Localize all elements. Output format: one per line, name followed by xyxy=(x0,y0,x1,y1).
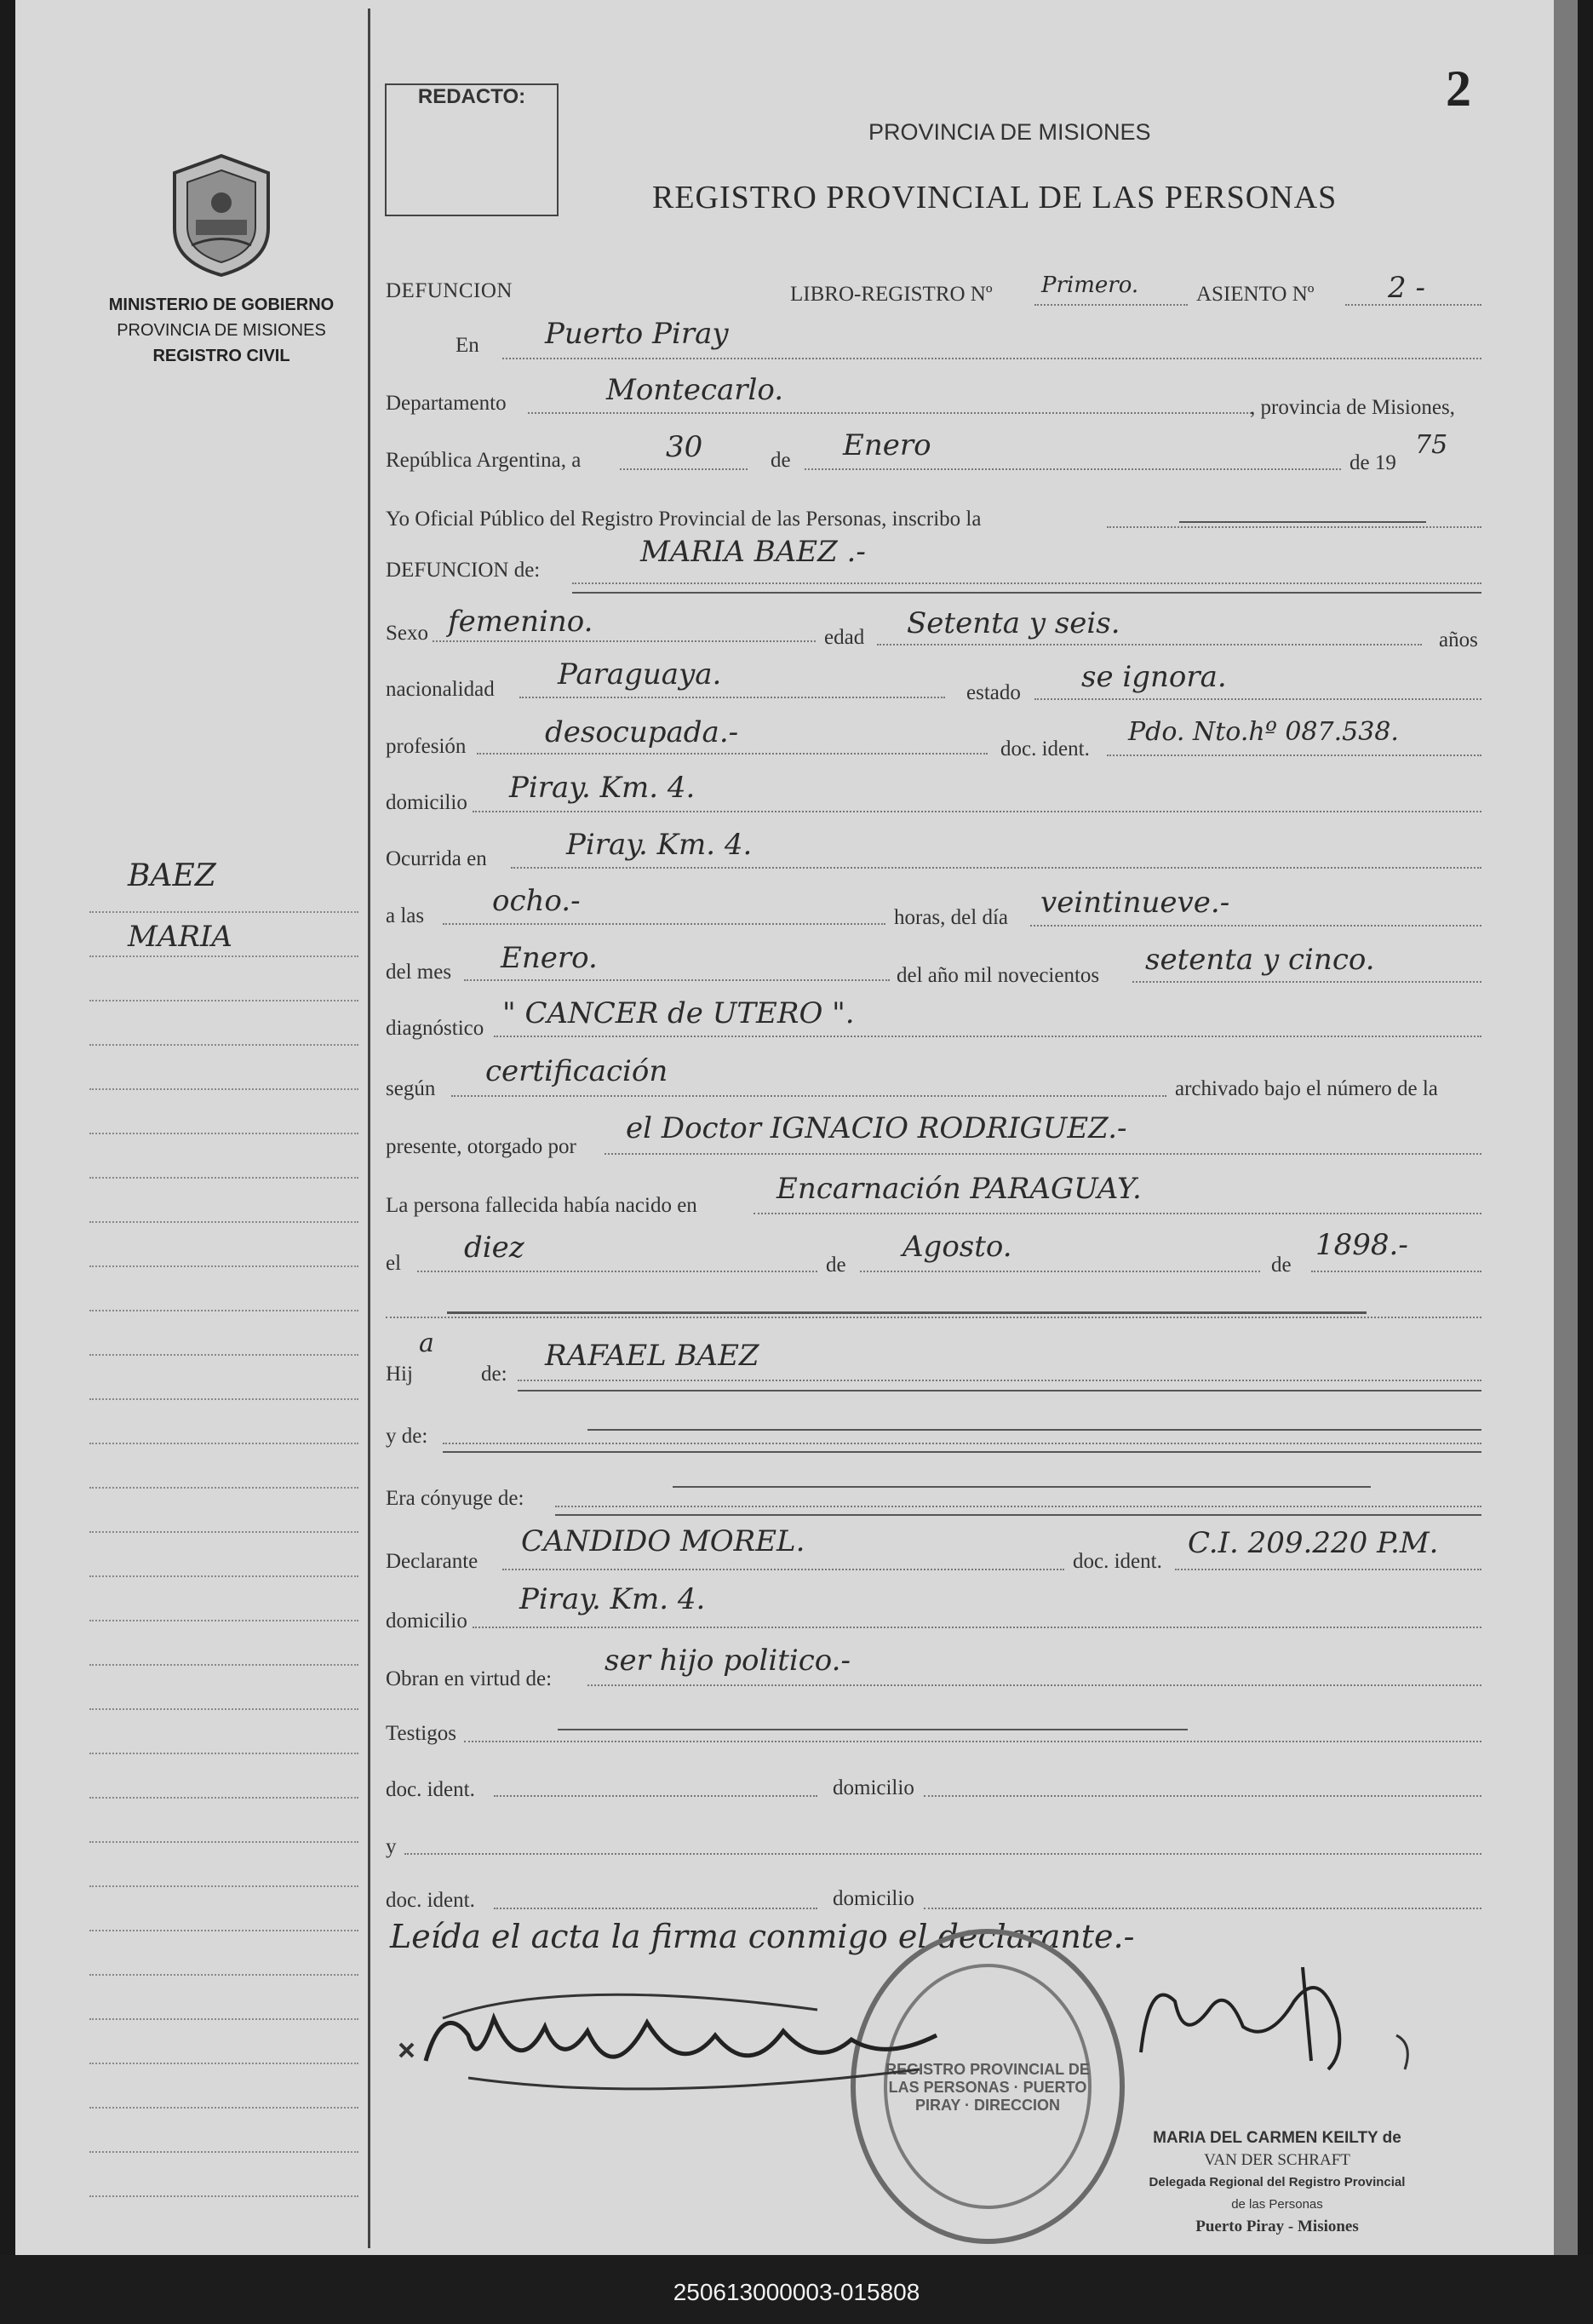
ministry-crest-icon xyxy=(166,152,277,279)
asiento-label: ASIENTO Nº xyxy=(1196,283,1315,306)
signature-line1: MARIA DEL CARMEN KEILTY de xyxy=(1153,2129,1401,2147)
delmes-label: del mes xyxy=(386,961,452,984)
domicilio2-label: domicilio xyxy=(386,1610,467,1633)
margin-ruled-line xyxy=(89,1664,358,1666)
de3-label: de xyxy=(1271,1254,1292,1277)
de2-label: de xyxy=(826,1254,846,1277)
page-number: 2 xyxy=(1446,60,1471,117)
anio-value: 75 xyxy=(1415,430,1448,460)
margin-ruled-line xyxy=(89,1885,358,1887)
domicilio3-label: domicilio xyxy=(833,1776,914,1799)
provincia-label: , provincia de Misiones, xyxy=(1250,396,1455,419)
margin-ruled-line xyxy=(89,2018,358,2020)
anio-mil-value: setenta y cinco. xyxy=(1145,943,1375,977)
official-signature-icon xyxy=(1124,1950,1447,2078)
margin-ruled-line xyxy=(89,1443,358,1444)
declarante-label: Declarante xyxy=(386,1550,478,1573)
nacionalidad-value: Paraguaya. xyxy=(558,657,722,691)
obran-value: ser hijo politico.- xyxy=(605,1644,851,1678)
y-label: y xyxy=(386,1835,397,1858)
margin-ruled-line xyxy=(89,1310,358,1311)
signature-line5: Puerto Piray - Misiones xyxy=(1195,2218,1359,2235)
de-label: de xyxy=(771,449,791,472)
padre-value: RAFAEL BAEZ xyxy=(545,1339,759,1373)
margin-ruled-line xyxy=(89,1000,358,1001)
margin-ruled-line xyxy=(89,1841,358,1843)
mes2-value: Agosto. xyxy=(903,1230,1012,1264)
ministry-line3: REGISTRO CIVIL xyxy=(152,347,290,365)
defuncion-de-value: MARIA BAEZ .- xyxy=(640,535,866,569)
province-heading: PROVINCIA DE MISIONES xyxy=(868,119,1151,145)
doc-ident2-label: doc. ident. xyxy=(1073,1550,1162,1573)
anios-label: años xyxy=(1439,628,1478,651)
testigos-label: Testigos xyxy=(386,1722,456,1745)
hij-de-label: de: xyxy=(481,1363,507,1386)
image-id: 250613000003-015808 xyxy=(673,2279,920,2305)
doc-ident2-value: C.I. 209.220 P.M. xyxy=(1188,1526,1439,1560)
doc-ident4-label: doc. ident. xyxy=(386,1889,475,1912)
republica-label: República Argentina, a xyxy=(386,449,582,472)
margin-divider xyxy=(368,9,370,2248)
departamento-value: Montecarlo. xyxy=(606,373,784,407)
margin-ruled-line xyxy=(89,1487,358,1489)
margin-ruled-line xyxy=(89,1620,358,1621)
doc-ident3-label: doc. ident. xyxy=(386,1778,475,1801)
mes-value: Enero xyxy=(843,428,931,462)
domicilio4-label: domicilio xyxy=(833,1887,914,1910)
margin-ruled-line xyxy=(89,1974,358,1976)
margin-ruled-line xyxy=(89,1177,358,1179)
nacido-value: Encarnación PARAGUAY. xyxy=(776,1172,1142,1206)
closing-text: Leída el acta la firma conmigo el declarante.- xyxy=(390,1918,1135,1955)
diagnostico-label: diagnóstico xyxy=(386,1017,484,1040)
doc-ident-value: Pdo. Nto.hº 087.538. xyxy=(1128,717,1399,747)
ocurrida-value: Piray. Km. 4. xyxy=(566,828,753,862)
margin-ruled-line xyxy=(89,1044,358,1046)
obran-label: Obran en virtud de: xyxy=(386,1667,553,1690)
presente-label: presente, otorgado por xyxy=(386,1135,576,1158)
de19-label: de 19 xyxy=(1349,451,1396,474)
ministry-line1: MINISTERIO DE GOBIERNO xyxy=(108,296,335,314)
book-binding xyxy=(1554,0,1578,2255)
estado-value: se ignora. xyxy=(1081,660,1227,694)
segun-value: certificación xyxy=(485,1054,668,1088)
ministry-line2: PROVINCIA DE MISIONES xyxy=(117,321,326,340)
margin-ruled-line xyxy=(89,1708,358,1710)
domicilio2-value: Piray. Km. 4. xyxy=(519,1582,706,1616)
alas-label: a las xyxy=(386,904,425,927)
edad-label: edad xyxy=(824,626,865,649)
horas-value: veintinueve.- xyxy=(1040,886,1230,920)
sexo-label: Sexo xyxy=(386,622,428,645)
margin-ruled-line xyxy=(89,1797,358,1799)
margin-ruled-line xyxy=(89,2063,358,2064)
hij-value: a xyxy=(419,1328,434,1358)
nacido-label: La persona fallecida había nacido en xyxy=(386,1194,697,1217)
margin-ruled-line xyxy=(89,1221,358,1223)
margin-ruled-line xyxy=(89,1265,358,1267)
margin-ruled-line xyxy=(89,2151,358,2153)
declarant-signature-icon xyxy=(392,1984,988,2103)
margin-ruled-line xyxy=(89,1753,358,1754)
yde-label: y de: xyxy=(386,1425,428,1448)
departamento-label: Departamento xyxy=(386,392,507,415)
margin-ruled-line xyxy=(89,1398,358,1400)
seal-text: REGISTRO PROVINCIAL DE LAS PERSONAS · PUERTO PIRAY · DIRECCION xyxy=(885,2061,1090,2114)
anio-mil-label: del año mil novecientos xyxy=(897,964,1100,987)
margin-ruled-line xyxy=(89,2195,358,2197)
defuncion-header: DEFUNCION xyxy=(386,279,513,302)
alas-value: ocho.- xyxy=(492,884,581,918)
archivado-label: archivado bajo el número de la xyxy=(1175,1077,1438,1100)
dia-value: 30 xyxy=(666,430,703,464)
edad-value: Setenta y seis. xyxy=(907,606,1120,640)
libro-label: LIBRO-REGISTRO Nº xyxy=(790,283,993,306)
profesion-value: desocupada.- xyxy=(545,715,739,749)
hij-label: Hij xyxy=(386,1363,413,1386)
signature-line2: VAN DER SCHRAFT xyxy=(1204,2151,1350,2169)
en-label: En xyxy=(456,334,479,357)
margin-ruled-line xyxy=(89,2107,358,2109)
margin-ruled-line xyxy=(89,1133,358,1134)
margin-ruled-line xyxy=(89,1354,358,1356)
horas-label: horas, del día xyxy=(894,906,1008,929)
margin-ruled-line xyxy=(89,1575,358,1577)
conyuge-label: Era cónyuge de: xyxy=(386,1487,524,1510)
anio2-value: 1898.- xyxy=(1315,1228,1408,1262)
sexo-value: femenino. xyxy=(448,605,593,639)
profesion-label: profesión xyxy=(386,735,467,758)
official-signature-block xyxy=(1124,2127,1430,2238)
signature-line3: Delegada Regional del Registro Provincial xyxy=(1149,2175,1406,2189)
delmes-value: Enero. xyxy=(501,941,598,975)
ocurrida-label: Ocurrida en xyxy=(386,847,487,870)
diagnostico-value: " CANCER de UTERO ". xyxy=(502,996,855,1030)
margin-ruled-line xyxy=(89,1930,358,1931)
doc-ident-label: doc. ident. xyxy=(1000,737,1090,760)
oficial-text: Yo Oficial Público del Registro Provincial de las Personas, inscribo la xyxy=(386,508,982,531)
asiento-value: 2 - xyxy=(1388,271,1425,305)
domicilio-label: domicilio xyxy=(386,791,467,814)
libro-value: Primero. xyxy=(1041,273,1139,298)
segun-label: según xyxy=(386,1077,436,1100)
redacto-label: REDACTO: xyxy=(417,85,526,108)
registry-heading: REGISTRO PROVINCIAL DE LAS PERSONAS xyxy=(652,180,1338,215)
presente-value: el Doctor IGNACIO RODRIGUEZ.- xyxy=(626,1111,1127,1145)
margin-ruled-line xyxy=(89,911,358,913)
margin-ruled-line xyxy=(89,1088,358,1090)
margin-note-surname: BAEZ xyxy=(128,858,216,893)
el-value: diez xyxy=(464,1231,524,1265)
redacto-box xyxy=(385,83,559,216)
margin-ruled-line xyxy=(89,1531,358,1533)
margin-note-name: MARIA xyxy=(128,920,232,954)
declarante-value: CANDIDO MOREL. xyxy=(521,1524,805,1558)
el-label: el xyxy=(386,1252,402,1275)
en-value: Puerto Piray xyxy=(545,317,729,351)
margin-ruled-line xyxy=(89,955,358,957)
signature-line4: de las Personas xyxy=(1231,2197,1323,2212)
domicilio-value: Piray. Km. 4. xyxy=(509,771,696,805)
defuncion-de-label: DEFUNCION de: xyxy=(386,559,541,582)
estado-label: estado xyxy=(966,681,1021,704)
ministry-heading xyxy=(94,292,349,369)
nacionalidad-label: nacionalidad xyxy=(386,678,495,701)
